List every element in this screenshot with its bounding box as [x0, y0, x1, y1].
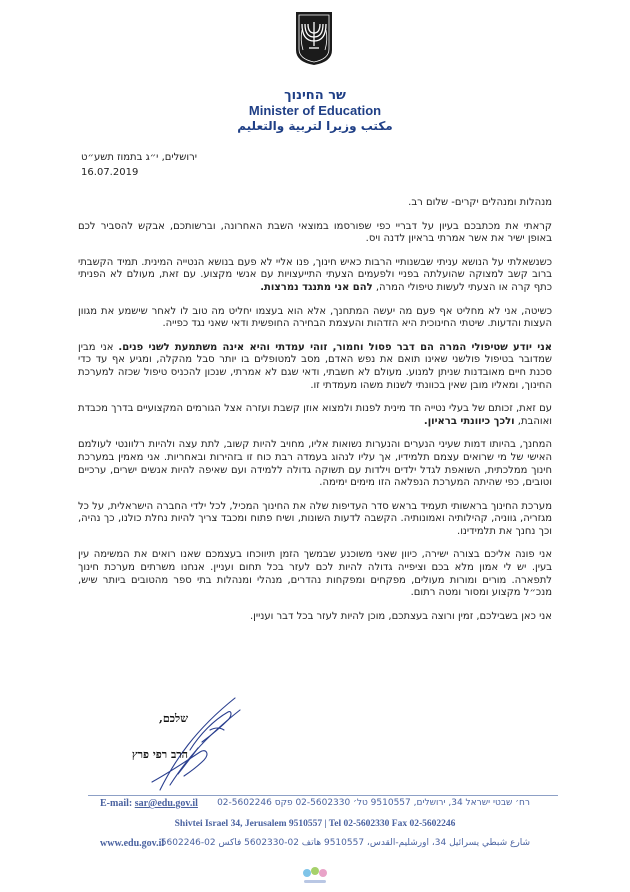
header-title-arabic: مكتب وزيرا لتربية والتعليم	[237, 119, 393, 133]
signature-closing: שלכם,	[158, 712, 188, 725]
header-title-english: Minister of Education	[248, 103, 382, 118]
email-link[interactable]: sar@edu.gov.il	[134, 798, 198, 809]
footer-address-english: Shivtei Israel 34, Jerusalem 9510557 | Tel 02-5602330 Fax 02-5602246	[174, 819, 456, 829]
website-link[interactable]: www.edu.gov.il	[100, 838, 165, 849]
paragraph-2: כשנשאלתי על הנושא עניתי שבשנותיי הרבות כאיש חינוך, פנו אליי לא פעם בנושא הנטייה המינית. תמיד הקשבתי ברוב קשב למצוקה שהועלתה בפניי ולפעמים הצעתי התייעצויות עם אנשי מקצוע. עם זאת, מעולם לא הפניתי כתף קרה או הצעתי לעשות טיפולי המרה, להם אני מתנגד נמרצות.	[78, 256, 552, 293]
signatory-name: הרב רפי פרץ	[131, 748, 188, 761]
letter-greeting: מנהלות ומנהלים יקרים- שלום רב.	[408, 197, 552, 208]
header-title-hebrew: שר החינוך	[284, 88, 346, 103]
letter-body	[78, 197, 552, 634]
paragraph-7: מערכת החינוך בראשותי תעמיד בראש סדר העדיפות שלה את החינוך המכיל, לכל ילדי החברה הישראלית, על כל מגזריה, גווניה, קהילותיה ואמונותיה. הקשבה לדעות השונות, ושיח פתוח ומכבד צריך להיות נחלת כולנו, כך נהיה, וכך נחנך את תלמידינו.	[78, 500, 552, 537]
menorah-emblem-icon	[293, 10, 335, 66]
footer-address-hebrew: רח׳ שבטי ישראל 34, ירושלים, 9510557 טל׳ 02-5602330 פקס 02-5602246	[217, 798, 530, 808]
paragraph-4: אני יודע שטיפולי המרה הם דבר פסול וחמור, זוהי עמדתי והיא אינה משתמעת לשני פנים. אני מבין שמדובר בטיפול פולשני שאינו תואם את נפש האדם, מסב למטופלים בו יותר סבל מהקלה, ומגיע אף עד כדי סכנת חיים מאובדנות שניתן למנוע. מעולם לא חשבתי, ודאי שגם לא אמרתי, שנכון להכניס טיפול שכזה למערכת החינוך, ומאליו מובן שאין בכוונתי לשנות משהו מעמדתי זו.	[78, 341, 553, 391]
paragraph-5: עם זאת, זכותם של בעלי נטייה חד מינית לפנות ולמצוא אוזן קשבת ועזרה אצל הגורמים המקצועיים בדרך מכבדת ואוהבת, ולכך כיוונתי בראיון.	[78, 403, 552, 427]
date-hebrew: ירושלים, י״ג בתמוז תשע״ט	[81, 152, 197, 163]
date-gregorian: 16.07.2019	[81, 167, 139, 178]
handwritten-signature-icon	[140, 690, 250, 800]
letter-date	[81, 150, 197, 180]
footer-email: E-mail: sar@edu.gov.il	[100, 798, 198, 809]
ministry-logo-icon	[300, 865, 330, 887]
footer-address-arabic: شارع شبطي يسرائيل 34، اورشليم-القدس، 9510557 هاتف 02-5602330 فاكس 02-5602246	[160, 838, 530, 848]
paragraph-8: אני פונה אליכם בצורה ישירה, כיוון שאני משוכנע שבמשך הזמן תיווכחו בעצמכם שאנו רואים את המשימה עין בעין. יש לי אמון מלא בכם וציפייה גדולה להיות לכם לעזר בכל תחום ועניין. אנחנו משרתים מערכת חינוך לתפארה. מורים ומורות מעולים, מפקחים ומפקחות נהדרים, מנהלי ומנהלות בתי ספר מהטובים ביותר שיש, מנכ״ל מקצוע ומסור ומטה רתום.	[78, 549, 552, 599]
paragraph-3: כשיטה, אני לא מחליט אף פעם מה יעשה המתחנך, אלא הוא בעצמו יחליט מה טוב לו לאחר שישמע את מגוון העצות והדעות. שיטתי החינוכית היא הזדהות והעצמת הבחירה החופשית ודאי שאני נגד כפייה.	[78, 305, 552, 330]
paragraph-1: קראתי את מכתבכם בעיון על דבריי כפי שפורסמו במוצאי השבת האחרונה, וברשותכם, אבקש להסביר לכם באופן ישיר את אשר אמרתי בראיון לדנה ויס.	[78, 220, 552, 245]
paragraph-9: אני כאן בשבילכם, זמין ורוצה בעצתכם, מוכן להיות לעזר בכל דבר ועניין.	[249, 610, 552, 622]
paragraph-6: המחנך, בהיותו דמות שעיני הנערים והנערות נשואות אליו, מחויב להיות קשוב, לתת עצה ולהיות רלוונטי לעולמם האישי של מי שרואים עצמם תלמידיו, אך עליו לנהוג בעמדה רבת כוח זו בזהירות ובאחריות. אני מאמין במערכת חינוך ממלכתית, השואפת לגדל ילדים וילדות עם תשוקה גדולה ללמידה ועם שאיפה להיות אנשים ישרים, ערכיים וטובים, כפי שהיתה המערכת הנפלאה הזו מימים ימימה.	[78, 439, 552, 489]
footer-divider	[88, 795, 558, 796]
